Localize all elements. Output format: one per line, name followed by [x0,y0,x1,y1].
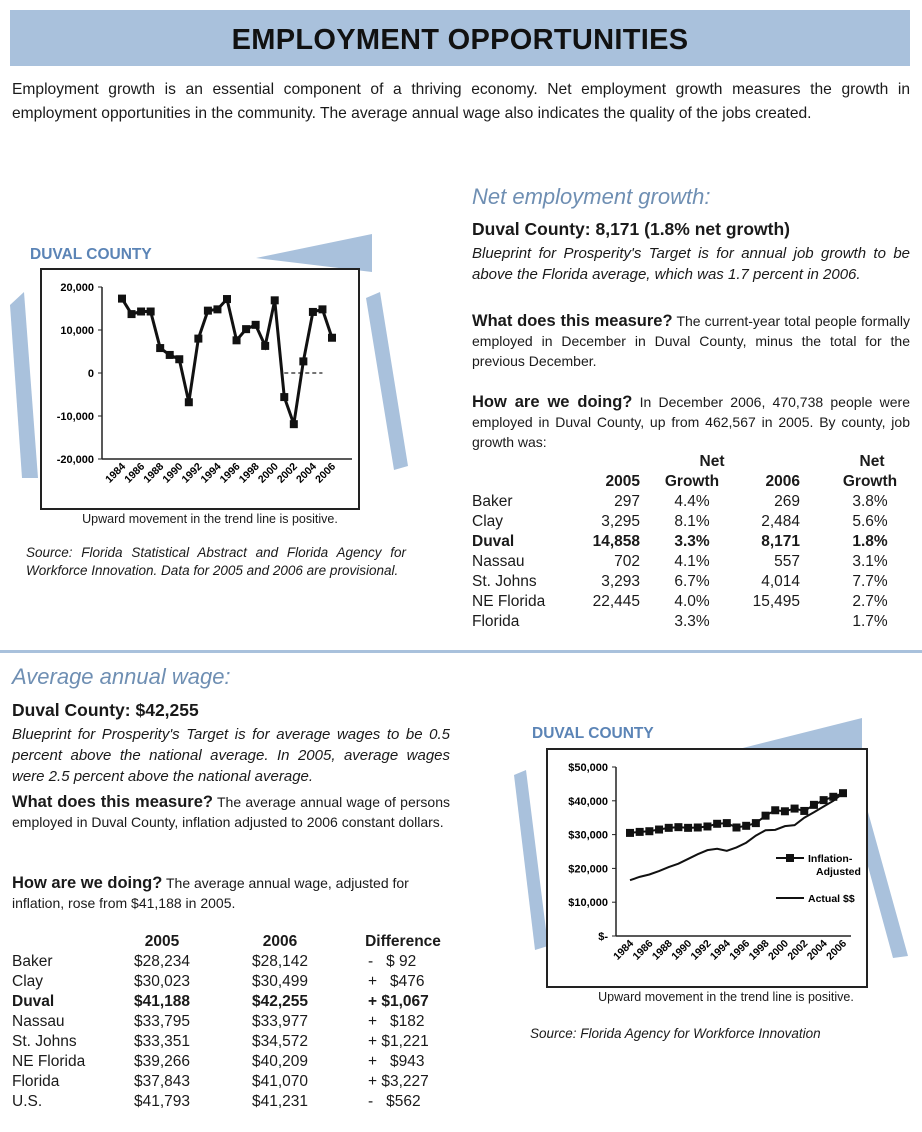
data-point [810,801,818,809]
wage-table-county: Florida [12,1073,60,1090]
wage-table-row [12,1033,452,1053]
data-point [156,344,164,352]
data-point [626,829,634,837]
data-point [645,827,653,835]
y-tick-label: 20,000 [60,282,94,294]
employment-table-growth-2005: 6.7% [674,573,710,590]
employment-table-county: Duval [472,533,515,550]
y-tick-label: $10,000 [568,897,608,910]
x-tick-label: 1994 [707,937,733,963]
wage-chart-caption: Upward movement in the trend line is positive. [598,990,854,1004]
wage-table-difference: + $943 [368,1053,425,1070]
data-point [771,806,779,814]
data-point [665,824,673,832]
employment-table-value-2006: 557 [774,553,800,570]
x-tick-label: 1992 [688,937,714,963]
employment-table-value-2005: 3,295 [601,513,640,530]
wage-col-2006: 2006 [262,933,298,950]
employment-table-county: NE Florida [472,593,546,610]
legend-marker [786,854,794,862]
employment-col-growth: Growth [664,473,720,490]
employment-table-growth-2005: 8.1% [674,513,710,530]
employment-table-growth-2005: 4.0% [674,593,710,610]
employment-doing [472,392,910,452]
x-tick-label: 1998 [236,460,262,486]
wage-doing-question: How are we doing? [12,874,163,892]
data-point [655,826,663,834]
employment-doing-question: How are we doing? [472,393,633,411]
data-point [636,828,644,836]
wage-table-difference: + $476 [368,973,425,990]
data-point [242,325,250,333]
employment-table-value-2006: 15,495 [752,593,800,610]
y-tick-label: -20,000 [56,454,94,466]
wage-table-county: Nassau [12,1013,65,1030]
legend-label-actual: Actual $$ [808,893,855,905]
data-point [204,307,212,315]
wage-heading: Average annual wage: [12,664,231,689]
data-point [839,789,847,797]
x-tick-label: 1990 [669,937,695,963]
data-point [829,793,837,801]
wage-table-wage-2005: $41,793 [133,1093,191,1110]
data-point [762,812,770,820]
employment-table-growth-2006: 7.7% [852,573,888,590]
employment-col-2006: 2006 [765,473,800,490]
employment-table-county: Baker [472,493,513,510]
employment-table-row [472,553,912,573]
data-point [128,310,136,318]
employment-measure-question: What does this measure? [472,312,673,330]
data-point [252,321,260,329]
data-point [328,334,336,342]
data-point [271,296,279,304]
data-point [309,308,317,316]
data-point [194,335,202,343]
employment-table-growth-2005: 4.1% [674,553,710,570]
employment-table-row [472,573,912,593]
wage-table-row [12,1013,452,1033]
wage-table-difference: + $182 [368,1013,425,1030]
data-point [781,807,789,815]
employment-table-value-2005: 14,858 [592,533,640,550]
employment-chart-frame [40,268,360,510]
wage-table-wage-2006: $41,231 [251,1093,309,1110]
x-tick-label: 1986 [630,937,656,963]
y-tick-label: $50,000 [568,762,608,774]
employment-table-county: St. Johns [472,573,537,590]
employment-table-county: Nassau [472,553,525,570]
employment-col-net: Net [699,453,725,470]
employment-chart-caption: Upward movement in the trend line is positive. [82,512,338,526]
employment-table-growth-2005: 3.3% [674,533,710,550]
data-point [703,822,711,830]
wage-table-wage-2005: $33,351 [133,1033,191,1050]
employment-table-row [472,613,912,633]
employment-table-county: Florida [472,613,520,630]
employment-table-row [472,533,912,553]
x-tick-label: 2004 [294,460,320,486]
wage-table-wage-2006: $33,977 [251,1013,309,1030]
wage-table-wage-2006: $28,142 [251,953,309,970]
data-point [791,805,799,813]
employment-table [472,453,912,633]
employment-table-value-2006: 2,484 [761,513,800,530]
wage-target: Blueprint for Prosperity's Target is for average wages to be 0.5 percent above the national average. In 2005, average wages were 2.5 percent above the national average. [12,726,450,785]
employment-table-head [472,473,912,493]
wage-table-county: Baker [12,953,53,970]
employment-heading: Net employment growth: [472,184,711,209]
data-point [290,420,298,428]
data-point [137,308,145,316]
employment-measure-answer: The current-year total people formally employed in December in Duval County, minus the total for the previous December. [472,313,910,369]
employment-measure [472,311,910,371]
wage-doing [12,873,450,913]
data-point [694,824,702,832]
wage-chart-frame [546,748,868,988]
wage-table-head [12,933,452,953]
wage-table-wage-2006: $30,499 [251,973,309,990]
wage-table-county: Duval [12,993,55,1010]
employment-table-growth-2006: 3.8% [852,493,888,510]
y-tick-label: 0 [87,368,94,380]
data-point [166,351,174,359]
wage-measure [12,792,450,832]
employment-col-growth: Growth [842,473,898,490]
x-tick-label: 1984 [611,937,637,963]
employment-table-growth-2006: 1.8% [852,533,888,550]
data-point [185,398,193,406]
data-point [280,393,288,401]
y-tick-label: -10,000 [56,411,94,423]
employment-table-growth-2006: 2.7% [852,593,888,610]
wage-table-difference: + $1,221 [368,1033,429,1050]
employment-table-head-top [472,453,912,473]
x-tick-label: 2000 [766,937,792,963]
x-tick-label: 1998 [746,937,772,963]
employment-table-value-2005: 3,293 [601,573,640,590]
employment-table-value-2006: 4,014 [761,573,800,590]
x-tick-label: 1994 [198,460,224,486]
wage-source: Source: Florida Agency for Workforce Innovation [530,1026,821,1041]
x-tick-label: 1992 [179,460,205,486]
y-tick-label: $40,000 [568,795,608,808]
wage-col-2005: 2005 [144,933,180,950]
wage-doing-answer: The average annual wage, adjusted for inflation, rose from $41,188 in 2005. [12,875,409,911]
employment-doing-answer: In December 2006, 470,738 people were employed in Duval County, up from 462,567 in 2005. By county, job growth was: [472,394,910,450]
employment-col-net: Net [859,453,885,470]
wage-table-row [12,1093,452,1113]
employment-table-growth-2006: 1.7% [852,613,888,630]
wage-table-county: St. Johns [12,1033,77,1050]
wage-table-wage-2005: $28,234 [133,953,191,970]
wage-table-row [12,973,452,993]
x-tick-label: 2004 [804,937,830,963]
data-point [733,824,741,832]
x-tick-label: 2006 [313,460,339,486]
employment-table-growth-2005: 3.3% [674,613,710,630]
employment-table-growth-2005: 4.4% [674,493,710,510]
x-tick-label: 2002 [274,460,300,486]
data-point [820,796,828,804]
wage-table-county: U.S. [12,1093,43,1110]
wage-table-difference: - $562 [368,1093,421,1110]
data-point [147,308,155,316]
wage-table-wage-2005: $39,266 [133,1053,191,1070]
wage-table-difference: + $1,067 [368,993,429,1010]
data-point [213,305,221,313]
wage-county-line: Duval County: $42,255 [12,700,199,720]
wage-table-row [12,1053,452,1073]
wage-table-wage-2005: $33,795 [133,1013,191,1030]
employment-col-2005: 2005 [605,473,640,490]
wage-table [12,933,452,1113]
employment-target: Blueprint for Prosperity's Target is for annual job growth to be above the Florida average, which was 1.7 percent in 2006. [472,245,910,283]
wage-table-wage-2006: $42,255 [251,993,309,1010]
employment-table-row [472,493,912,513]
data-point [118,295,126,303]
employment-source: Source: Florida Statistical Abstract and Florida Agency for Workforce Innovation. Data for 2005 and 2006 are provisional. [26,545,406,578]
employment-table-row [472,513,912,533]
data-point [175,355,183,363]
wage-table-difference: - $ 92 [368,953,417,970]
employment-table-value-2006: 8,171 [761,533,800,550]
data-point [261,342,269,350]
data-point [723,819,731,827]
wage-table-wage-2006: $40,209 [251,1053,309,1070]
x-tick-label: 2002 [785,937,811,963]
wage-table-row [12,953,452,973]
wage-table-wage-2005: $41,188 [133,993,191,1010]
employment-table-county: Clay [472,513,504,530]
x-tick-label: 1996 [727,937,753,963]
y-tick-label: 10,000 [60,325,94,337]
wage-table-wage-2006: $41,070 [251,1073,309,1090]
intro-paragraph: Employment growth is an essential component of a thriving economy. Net employment growth measures the growth in employment opportunities in the community. The average annual wage also indicates the quality of the jobs created. [12,81,910,122]
wage-col-difference: Difference [365,933,441,950]
data-point [674,823,682,831]
wage-measure-question: What does this measure? [12,793,213,811]
wage-table-county: NE Florida [12,1053,86,1070]
employment-table-value-2005: 702 [614,553,640,570]
x-tick-label: 1990 [160,460,186,486]
wage-chart [548,750,866,986]
x-tick-label: 2006 [824,937,850,963]
y-tick-label: $30,000 [568,829,608,842]
x-tick-label: 1986 [122,460,148,486]
x-tick-label: 1984 [103,460,129,486]
employment-table-growth-2006: 3.1% [852,553,888,570]
x-tick-label: 1996 [217,460,243,486]
data-point [223,295,231,303]
data-point [318,305,326,313]
data-point [800,807,808,815]
employment-table-value-2006: 269 [774,493,800,510]
data-point [742,822,750,830]
wage-table-row [12,993,452,1013]
wage-chart-label: DUVAL COUNTY [532,725,654,742]
legend-label-inflation-adjusted: Inflation-Adjusted [808,853,861,878]
y-tick-label: $- [598,931,608,943]
data-point [233,336,241,344]
wage-table-difference: + $3,227 [368,1073,429,1090]
wage-table-county: Clay [12,973,44,990]
employment-chart-label: DUVAL COUNTY [30,246,152,263]
wage-measure-answer: The average annual wage of persons employed in Duval County, inflation adjusted to 2006 constant dollars. [12,794,450,830]
y-tick-label: $20,000 [568,863,608,876]
employment-table-growth-2006: 5.6% [852,513,888,530]
data-point [752,819,760,827]
data-point [713,820,721,828]
x-tick-label: 2000 [255,460,281,486]
x-tick-label: 1988 [141,460,167,486]
wage-table-wage-2005: $30,023 [133,973,191,990]
data-point [684,824,692,832]
employment-county-line: Duval County: 8,171 (1.8% net growth) [472,219,790,239]
employment-table-value-2005: 297 [614,493,640,510]
data-point [299,357,307,365]
wage-table-row [12,1073,452,1093]
wage-table-wage-2005: $37,843 [133,1073,191,1090]
employment-growth-chart [42,270,358,508]
employment-table-row [472,593,912,613]
employment-table-value-2005: 22,445 [592,593,640,610]
wage-table-wage-2006: $34,572 [251,1033,309,1050]
section-divider [0,650,922,653]
page-title: EMPLOYMENT OPPORTUNITIES [231,24,689,56]
x-tick-label: 1988 [649,937,675,963]
